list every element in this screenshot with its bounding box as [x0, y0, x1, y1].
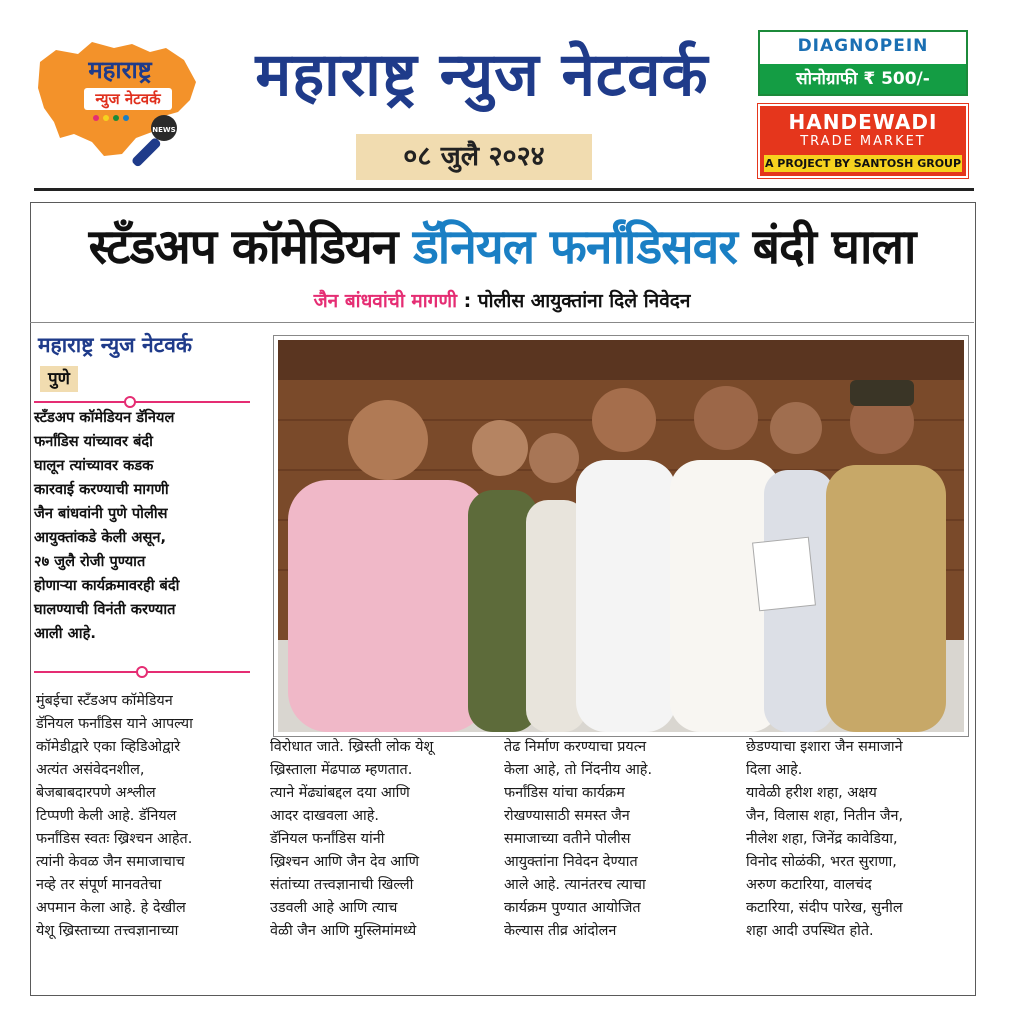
ad-handewadi-name: HANDEWADI — [788, 110, 938, 134]
headline-part1: स्टँडअप कॉमेडियन — [88, 219, 414, 275]
body-line: नीलेश शहा, जिनेंद्र कावेडिया, — [746, 831, 898, 847]
body-column-3 — [504, 736, 728, 943]
body-line: दिला आहे. — [746, 762, 803, 778]
article-intro — [34, 406, 250, 662]
body-line: येशू ख्रिस्ताच्या तत्त्वज्ञानाच्या — [36, 923, 179, 939]
ad-handewadi-project: A PROJECT BY SANTOSH GROUP — [764, 157, 962, 170]
body-column-1 — [36, 690, 250, 943]
body-line: त्यांनी केवळ जैन समाजाचाच — [36, 854, 185, 870]
headline-divider — [30, 322, 974, 323]
article-photo — [274, 336, 968, 736]
subheadline-highlight: जैन बांधवांची मागणी — [313, 290, 457, 312]
intro-line: घालण्याची विनंती करण्यात — [34, 601, 176, 618]
body-column-4 — [746, 736, 968, 943]
ad-diagnopein-brand: DIAGNOPEIN — [797, 36, 929, 56]
body-line: रोखण्यासाठी समस्त जैन — [504, 808, 630, 824]
logo-line1: महाराष्ट्र — [88, 56, 152, 84]
body-line: अत्यंत असंवेदनशील, — [36, 762, 145, 778]
body-line: केल्यास तीव्र आंदोलन — [504, 923, 617, 939]
body-line: फर्नांडिस यांचा कार्यक्रम — [504, 785, 625, 801]
body-line: यावेळी हरीश शहा, अक्षय — [746, 785, 877, 801]
body-line: जैन, विलास शहा, नितीन जैन, — [746, 808, 904, 824]
ad-handewadi[interactable] — [758, 104, 968, 178]
body-line: ख्रिश्चन आणि जैन देव आणि — [270, 854, 420, 870]
headline-highlight: डॅनियल फर्नांडिसवर — [413, 219, 737, 275]
issue-date: ०८ जुलै २०२४ — [356, 134, 592, 180]
body-line: संतांच्या तत्त्वज्ञानाची खिल्ली — [270, 877, 414, 893]
body-line: बेजबाबदारपणे अश्लील — [36, 785, 156, 801]
body-line: छेडण्याचा इशारा जैन समाजाने — [746, 739, 903, 755]
intro-line: स्टँडअप कॉमेडियन डॅनियल — [34, 409, 175, 426]
body-line: आले आहे. त्यानंतरच त्याचा — [504, 877, 646, 893]
intro-line: आली आहे. — [34, 625, 96, 642]
body-line: फर्नांडिस स्वतः ख्रिश्चन आहेत. — [36, 831, 193, 847]
body-line: समाजाच्या वतीने पोलीस — [504, 831, 631, 847]
article-headline — [34, 212, 970, 282]
intro-line: आयुक्तांकडे केली असून, — [34, 529, 167, 546]
brand-logo — [34, 38, 202, 168]
city-tag: पुणे — [40, 366, 78, 392]
body-line: अपमान केला आहे. हे देखील — [36, 900, 186, 916]
intro-line: होणाऱ्या कार्यक्रमावरही बंदी — [34, 577, 180, 594]
body-line: नव्हे तर संपूर्ण मानवतेचा — [36, 877, 162, 893]
group-photo-illustration — [278, 340, 964, 732]
body-line: त्याने मेंढ्यांबद्दल दया आणि — [270, 785, 410, 801]
ad-handewadi-sub: TRADE MARKET — [800, 134, 926, 149]
body-line: डॅनियल फर्नांडिस याने आपल्या — [36, 716, 193, 732]
body-line: विनोद सोळंकी, भरत सुराणा, — [746, 854, 897, 870]
intro-line: कारवाई करण्याची मागणी — [34, 481, 169, 498]
masthead-divider — [34, 188, 974, 191]
body-line: आयुक्तांना निवेदन देण्यात — [504, 854, 638, 870]
masthead-title: महाराष्ट्र न्युज नेटवर्क — [255, 40, 709, 110]
intro-divider-bottom — [34, 666, 250, 678]
body-line: वेळी जैन आणि मुस्लिमांमध्ये — [270, 923, 417, 939]
body-line: उडवली आहे आणि त्याच — [270, 900, 398, 916]
intro-line: जैन बांधवांनी पुणे पोलीस — [34, 505, 168, 522]
subheadline-rest: : पोलीस आयुक्तांना दिले निवेदन — [457, 290, 691, 312]
article-subheadline — [34, 284, 970, 318]
logo-line2: न्युज नेटवर्क — [95, 90, 161, 108]
body-line: कॉमेडीद्वारे एका व्हिडिओद्वारे — [36, 739, 181, 755]
article-byline: महाराष्ट्र न्युज नेटवर्क — [38, 333, 193, 357]
intro-line: २७ जुलै रोजी पुण्यात — [34, 553, 146, 570]
headline-part3: बंदी घाला — [736, 219, 916, 275]
body-line: कार्यक्रम पुण्यात आयोजित — [504, 900, 641, 916]
intro-line: फर्नांडिस यांच्यावर बंदी — [34, 433, 153, 450]
body-line: तेढ निर्माण करण्याचा प्रयत्न — [504, 739, 647, 755]
body-line: ख्रिस्ताला मेंढपाळ म्हणतात. — [270, 762, 413, 778]
body-line: विरोधात जाते. ख्रिस्ती लोक येशू — [270, 739, 434, 755]
body-line: मुंबईचा स्टँडअप कॉमेडियन — [36, 693, 173, 709]
body-line: आदर दाखवला आहे. — [270, 808, 379, 824]
body-line: डॅनियल फर्नांडिस यांनी — [270, 831, 385, 847]
body-line: टिप्पणी केली आहे. डॅनियल — [36, 808, 177, 824]
body-line: अरुण कटारिया, वालचंद — [746, 877, 872, 893]
body-line: शहा आदी उपस्थित होते. — [746, 923, 874, 939]
ad-diagnopein-offer: सोनोग्राफी ₹ 500/- — [760, 64, 966, 94]
maharashtra-map-logo — [34, 38, 202, 168]
body-column-2 — [270, 736, 492, 943]
ad-diagnopein[interactable] — [758, 30, 968, 96]
body-line: कटारिया, संदीप पारेख, सुनील — [746, 900, 903, 916]
intro-line: घालून त्यांच्यावर कडक — [34, 457, 154, 474]
mic-news-label: NEWS — [152, 126, 176, 134]
body-line: केला आहे, तो निंदनीय आहे. — [504, 762, 653, 778]
